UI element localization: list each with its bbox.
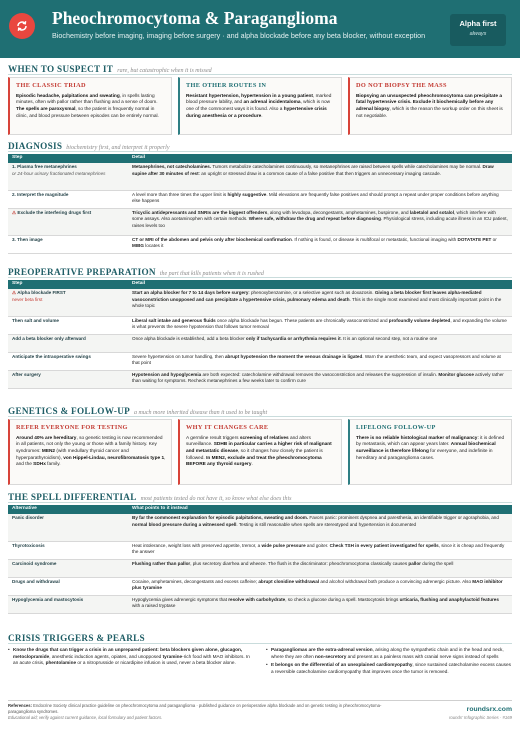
card-lifelong-follow-up: LIFELONG FOLLOW-UP There is no reliable histological marker of malignancy: it is defined by metastasis, which can appear years later. Annual biochemical surveillance is therefore lifelong for everyone, and indefinite in hereditary and paraganglioma cases. [348, 419, 512, 485]
table-row: 3. Then image CT or MRI of the abdomen and pelvis only after biochemical confirmation. If nothing is found, or disease is multifocal or metastatic, functional imaging with DOTATATE PET or MIBG locates it [8, 235, 512, 253]
card-other-routes: THE OTHER ROUTES IN Resistant hypertension, hypertension in a young patient, marked blood pressure lability, and an adrenal incidentaloma, which is now one of the commonest ways it is found. Also a hypertensive crisis during anesthesia or a procedure. [178, 77, 342, 135]
section-heading-pearls: CRISIS TRIGGERS & PEARLS [8, 633, 145, 643]
section-heading-diagnosis: DIAGNOSIS biochemistry first, and interpret it properly [8, 141, 170, 151]
table-row: ⚠ Exclude the interfering drugs first Tricyclic antidepressants and SNRIs are the biggest offenders, along with levodopa, decongestants, amphetamines, buspirone, and labetalol and sotalol, which interfere with some assays. Also acetaminophen with certain methods. Where safe, withdraw the drug and repeat before diagnosing. Physiological stress, including acute illness in an ICU patient, raises levels too [8, 208, 512, 235]
table-row: Hypoglycemia and mastocytosis Hypoglycemia gives adrenergic symptoms that resolve with carbohydrate, so check a glucose during a spell. Mastocytosis brings urticaria, flushing and anaphylactoid features with a raised tryptase [8, 595, 512, 613]
section-rule [8, 502, 512, 503]
cycle-icon [9, 13, 35, 39]
brand-block [449, 705, 512, 721]
section-heading-differential: THE SPELL DIFFERENTIAL most patients tested do not have it, so know what else does this [8, 492, 292, 502]
section-heading-preop: PREOPERATIVE PREPARATION the part that kills patients when it is rushed [8, 267, 264, 277]
pearls-right-column [266, 647, 512, 677]
table-row: ⚠ Alpha blockade FIRST never beta first Start an alpha blocker for 7 to 14 days before surgery: phenoxybenzamine, or a selective agent such as doxazosin. Giving a beta blocker first leaves alpha-mediated vasoconstriction unopposed and can precipitate a hypertensive crisis, pulmonary edema and death. This is the single most examined and most clinically important point in the whole topic [8, 289, 512, 316]
section-heading-genetics: GENETICS & FOLLOW-UP a much more inherited disease than it used to be taught [8, 406, 268, 416]
badge-sub: always [469, 31, 487, 38]
list-item: • Know the drugs that can trigger a crisis in an unprepared patient: beta blockers given alone, glucagon, metoclopramide, anesthetic induction agents, opiates, and unopposed tyramine-rich food with MAO inhibitors. In an acute crisis, phentolamine or a nitroprusside or nicardipine infusion is used, never a beta blocker alone. [8, 647, 254, 667]
section-rule [8, 277, 512, 278]
page-title: Pheochromocytoma & Paraganglioma [52, 8, 338, 28]
table-row: Anticipate the intraoperative swings Severe hypertension on tumor handling, then abrupt hypotension the moment the venous drainage is ligated. Warn the anesthetic team, and expect vasopressors and volume at that point [8, 352, 512, 370]
list-item: • Paragangliomas are the extra-adrenal version, arising along the sympathetic chain and in the head and neck, where they are often non-secretory and present as a painless mass with cranial nerve signs instead of spells [266, 647, 512, 660]
table-row: Then salt and volume Liberal salt intake and generous fluids once alpha blockade has begun. These patients are chronically vasoconstricted and profoundly volume depleted, and expanding the volume is what prevents the severe hypotension that follows tumor removal [8, 316, 512, 334]
warning-icon: ⚠ [12, 209, 17, 215]
table-row: 2. Interpret the magnitude A level more than three times the upper limit is highly suggestive. Mild elevations are frequently false positives and should prompt a repeat under proper conditions before anything else happens [8, 190, 512, 208]
card-classic-triad: THE CLASSIC TRIAD Episodic headache, palpitations and sweating, in spells lasting minutes, often with pallor rather than flushing and a sense of doom. The spells are paroxysmal, so the patient is frequently normal in clinic, and blood pressure between episodes can be entirely normal. [8, 77, 172, 135]
brand-link[interactable]: roundsrx.com [466, 706, 512, 713]
section-rule [8, 151, 512, 152]
card-refer-testing: REFER EVERYONE FOR TESTING Around 40% are hereditary, so genetic testing is now recommended in all patients, not only the young or those with a family history. Key syndromes: MEN2 (with medullary thyroid cancer and hyperparathyroidism), von Hippel-Lindau, neurofibromatosis type 1, and the SDHx family. [8, 419, 172, 485]
section-heading-suspect: WHEN TO SUSPECT IT rare, but catastrophic when it is missed [8, 64, 212, 74]
differential-table: Alternative What points to it instead Panic disorder By far the commonest explanation for episodic palpitations, sweating and doom. Favors panic: prominent dyspnea and paresthesia, an identifiable trigger or agoraphobia, and normal blood pressure during a witnessed spell. Testing is still reasonable when spells are stereotyped and hypertension is documented Thyrotoxicosis Heat intolerance, weight loss with preserved appetite, tremor, a wide pulse pressure and goiter. Check TSH in every patient investigated for spells, since it is cheap and frequently the answer Carcinoid syndrome Flushing rather than pallor, plus secretory diarrhea and wheeze. The flush is the discriminator: pheochromocytoma classically causes pallor during the spell Drugs and withdrawal Cocaine, amphetamines, decongestants and excess caffeine; abrupt clonidine withdrawal and alcohol withdrawal both produce a convincing adrenergic picture. Also MAO inhibitor plus tyramine Hypoglycemia and mastocytosis Hypoglycemia gives adrenergic symptoms that resolve with carbohydrate, so check a glucose during a spell. Mastocytosis brings urticaria, flushing and anaphylactoid features with a raised tryptase [8, 505, 512, 614]
badge-main: Alpha first [459, 19, 497, 28]
section-rule [8, 416, 512, 417]
table-row: After surgery Hypotension and hypoglycemia are both expected: catecholamine withdrawal removes the vasoconstriction and releases the suppression of insulin. Monitor glucose actively rather than waiting for symptoms. Recheck metanephrines a few weeks later to confirm cure [8, 370, 512, 388]
table-row: Drugs and withdrawal Cocaine, amphetamines, decongestants and excess caffeine; abrupt clonidine withdrawal and alcohol withdrawal both produce a convincing adrenergic picture. Also MAO inhibitor plus tyramine [8, 577, 512, 595]
card-do-not-biopsy: DO NOT BIOPSY THE MASS Biopsying an unsuspected pheochromocytoma can precipitate a fatal hypertensive crisis. Exclude it biochemically before any adrenal biopsy, which is the reason the workup order on this sheet is not negotiable. [348, 77, 512, 135]
references: References: Endocrine Society clinical practice guideline on pheochromocytoma and paraganglioma · published guidance on perioperative alpha blockade and on genetic testing in pheochromocytoma-paraganglioma syndromes. Educational aid; verify against current guidance, local formulary and patient factors. [8, 703, 382, 721]
disclaimer: Educational aid; verify against current guidance, local formulary and patient factors. [8, 715, 163, 721]
pearls-block [8, 647, 512, 697]
list-item: • It belongs on the differential of an unexplained cardiomyopathy, since sustained catecholamine excess causes a reversible catecholamine cardiomyopathy that improves once the tumor is removed. [266, 662, 512, 675]
section-rule [8, 74, 512, 75]
section-rule [8, 643, 512, 644]
alpha-first-badge [450, 14, 506, 46]
page-subtitle: Biochemistry before imaging, imaging before surgery · and alpha blockade before any beta blocker, without exception [52, 31, 426, 40]
pearls-left-column [8, 647, 254, 669]
series-label: rounds’ Infographic Series · #169 [448, 715, 512, 721]
preop-table: Step Detail ⚠ Alpha blockade FIRST never beta first Start an alpha blocker for 7 to 14 days before surgery: phenoxybenzamine, or a selective agent such as doxazosin. Giving a beta blocker first leaves alpha-mediated vasoconstriction unopposed and can precipitate a hypertensive crisis, pulmonary edema and death. This is the single most examined and most clinically important point in the whole topic Then salt and volume Liberal salt intake and generous fluids once alpha blockade has begun. These patients are chronically vasoconstricted and profoundly volume depleted, and expanding the volume is what prevents the severe hypotension that follows tumor removal Add a beta blocker only afterward Once alpha blockade is established, add a beta blocker only if tachycardia or arrhythmia requires it. It is an optional second step, not a routine one Anticipate the intraoperative swings Severe hypertension on tumor handling, then abrupt hypotension the moment the venous drainage is ligated. Warn the anesthetic team, and expect vasopressors and volume at that point After surgery Hypotension and hypoglycemia are both expected: catecholamine withdrawal removes the vasoconstriction and releases the suppression of insulin. Monitor glucose actively rather than waiting for symptoms. Recheck metanephrines a few weeks later to confirm cure [8, 280, 512, 389]
page-header [0, 0, 520, 58]
table-row: Add a beta blocker only afterward Once alpha blockade is established, add a beta blocker only if tachycardia or arrhythmia requires it. It is an optional second step, not a routine one [8, 334, 512, 352]
footer-rule [8, 700, 512, 701]
table-row: Carcinoid syndrome Flushing rather than pallor, plus secretory diarrhea and wheeze. The flush is the discriminator: pheochromocytoma classically causes pallor during the spell [8, 559, 512, 577]
card-why-it-changes-care: WHY IT CHANGES CARE A germline result triggers screening of relatives and alters surveillance. SDHB in particular carries a higher risk of malignant and metastatic disease, so it changes how closely the patient is followed. In MEN2, exclude and treat the pheochromocytoma BEFORE any thyroid surgery. [178, 419, 342, 485]
warning-icon: ⚠ [12, 290, 17, 296]
table-row: Panic disorder By far the commonest explanation for episodic palpitations, sweating and doom. Favors panic: prominent dyspnea and paresthesia, an identifiable trigger or agoraphobia, and normal blood pressure during a witnessed spell. Testing is still reasonable when spells are stereotyped and hypertension is documented [8, 514, 512, 541]
table-row: Thyrotoxicosis Heat intolerance, weight loss with preserved appetite, tremor, a wide pulse pressure and goiter. Check TSH in every patient investigated for spells, since it is cheap and frequently the answer [8, 541, 512, 559]
diagnosis-table: Step Detail 1. Plasma free metanephrines or 24-hour urinary fractionated metanephrines Metanephrines, not catecholamines. Tumors metabolize catecholamines continuously, so metanephrines are raised between spells while catecholamines may be normal. Draw supine after 30 minutes of rest: an upright or stressed draw is a common cause of a false positive that then triggers an unnecessary imaging cascade. 2. Interpret the magnitude A level more than three times the upper limit is highly suggestive. Mild elevations are frequently false positives and should prompt a repeat under proper conditions before anything else happens ⚠ Exclude the interfering drugs first Tricyclic antidepressants and SNRIs are the biggest offenders, along with levodopa, decongestants, amphetamines, buspirone, and labetalol and sotalol, which interfere with some assays. Also acetaminophen with certain methods. Where safe, withdraw the drug and repeat before diagnosing. Physiological stress, including acute illness in an ICU patient, raises levels too 3. Then image CT or MRI of the abdomen and pelvis only after biochemical confirmation. If nothing is found, or disease is multifocal or metastatic, functional imaging with DOTATATE PET or MIBG locates it [8, 154, 512, 254]
table-row: 1. Plasma free metanephrines or 24-hour urinary fractionated metanephrines Metanephrines, not catecholamines. Tumors metabolize catecholamines continuously, so metanephrines are raised between spells while catecholamines may be normal. Draw supine after 30 minutes of rest: an upright or stressed draw is a common cause of a false positive that then triggers an unnecessary imaging cascade. [8, 163, 512, 190]
